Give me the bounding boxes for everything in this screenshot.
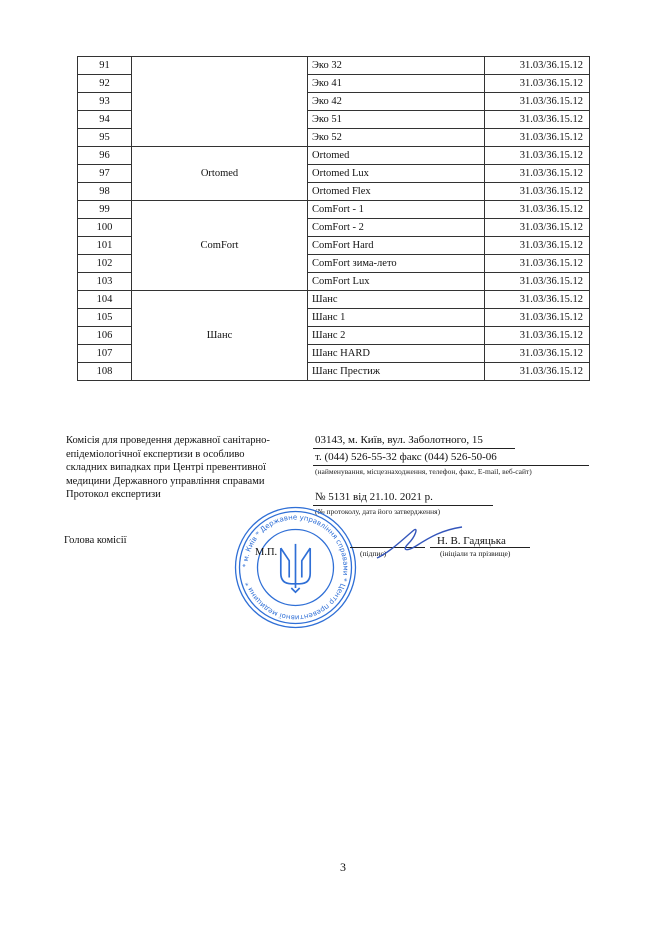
row-number-cell: 92 (78, 75, 132, 93)
protocol-caption: (№ протоколу, дата його затвердження) (315, 507, 441, 516)
product-name-cell: Ortomed Flex (308, 183, 485, 201)
phone-underline (313, 465, 589, 466)
classification-code-cell: 31.03/36.15.12 (485, 219, 590, 237)
brand-cell: Ortomed (132, 147, 308, 201)
classification-code-cell: 31.03/36.15.12 (485, 363, 590, 381)
product-name-cell: Шанс Престиж (308, 363, 485, 381)
product-name-cell: Ortomed (308, 147, 485, 165)
commission-line: складних випадках при Центрі превентивної (66, 462, 266, 474)
product-name-cell: ComFort - 2 (308, 219, 485, 237)
product-name-cell: Эко 41 (308, 75, 485, 93)
classification-code-cell: 31.03/36.15.12 (485, 237, 590, 255)
row-number-cell: 103 (78, 273, 132, 291)
product-name-cell: Эко 42 (308, 93, 485, 111)
table-row (78, 147, 590, 165)
table-row (78, 57, 590, 75)
classification-code-cell: 31.03/36.15.12 (485, 93, 590, 111)
product-name-cell: Эко 52 (308, 129, 485, 147)
row-number-cell: 97 (78, 165, 132, 183)
phone-line: т. (044) 526-55-32 факс (044) 526-50-06 (315, 451, 497, 463)
classification-code-cell: 31.03/36.15.12 (485, 111, 590, 129)
row-number-cell: 100 (78, 219, 132, 237)
row-number-cell: 94 (78, 111, 132, 129)
stamp-lettering: * м. Київ * Державне управління справами * Центр превентивної медицини * (241, 513, 350, 622)
row-number-cell: 98 (78, 183, 132, 201)
address-line: 03143, м. Київ, вул. Заболотного, 15 (315, 434, 483, 446)
signature-caption: (підпис) (360, 549, 387, 558)
commission-line: Протокол експертизи (66, 489, 161, 501)
product-name-cell: Шанс HARD (308, 345, 485, 363)
classification-code-cell: 31.03/36.15.12 (485, 327, 590, 345)
classification-code-cell: 31.03/36.15.12 (485, 309, 590, 327)
row-number-cell: 102 (78, 255, 132, 273)
protocol-line: № 5131 від 21.10. 2021 р. (315, 491, 433, 503)
head-of-commission-label: Голова комісії (64, 535, 127, 546)
classification-code-cell: 31.03/36.15.12 (485, 201, 590, 219)
product-name-cell: Ortomed Lux (308, 165, 485, 183)
row-number-cell: 106 (78, 327, 132, 345)
table-row (78, 201, 590, 219)
commission-line: Комісія для проведення державної санітарно- (66, 435, 270, 446)
product-name-cell: Шанс (308, 291, 485, 309)
row-number-cell: 107 (78, 345, 132, 363)
classification-code-cell: 31.03/36.15.12 (485, 75, 590, 93)
row-number-cell: 108 (78, 363, 132, 381)
row-number-cell: 101 (78, 237, 132, 255)
signer-name: Н. В. Гадяцька (437, 535, 506, 547)
address-caption: (найменування, місцезнаходження, телефон, факс, E-mail, веб-сайт) (315, 467, 532, 476)
trident-emblem (281, 544, 310, 592)
product-name-cell: Шанс 2 (308, 327, 485, 345)
brand-cell: Шанс (132, 291, 308, 381)
products-table (77, 56, 590, 381)
brand-cell: ComFort (132, 201, 308, 291)
product-name-cell: Эко 32 (308, 57, 485, 75)
address-underline (313, 448, 515, 449)
classification-code-cell: 31.03/36.15.12 (485, 183, 590, 201)
commission-block (66, 434, 311, 502)
seal-placement-label: М.П. (255, 547, 278, 558)
row-number-cell: 93 (78, 93, 132, 111)
commission-line: епідеміологічної експертизи в особливо (66, 448, 245, 460)
classification-code-cell: 31.03/36.15.12 (485, 345, 590, 363)
commission-line: медицини Державного управління справами (66, 475, 265, 487)
classification-code-cell: 31.03/36.15.12 (485, 147, 590, 165)
row-number-cell: 105 (78, 309, 132, 327)
signer-caption: (ініціали та прізвище) (440, 549, 511, 558)
table-row (78, 291, 590, 309)
row-number-cell: 99 (78, 201, 132, 219)
classification-code-cell: 31.03/36.15.12 (485, 273, 590, 291)
signer-underline (430, 547, 530, 548)
product-name-cell: ComFort зима-лето (308, 255, 485, 273)
product-name-cell: ComFort - 1 (308, 201, 485, 219)
product-name-cell: ComFort Lux (308, 273, 485, 291)
page-number: 3 (340, 860, 346, 874)
classification-code-cell: 31.03/36.15.12 (485, 255, 590, 273)
classification-code-cell: 31.03/36.15.12 (485, 57, 590, 75)
brand-cell (132, 57, 308, 147)
product-name-cell: ComFort Hard (308, 237, 485, 255)
row-number-cell: 91 (78, 57, 132, 75)
classification-code-cell: 31.03/36.15.12 (485, 165, 590, 183)
row-number-cell: 95 (78, 129, 132, 147)
row-number-cell: 96 (78, 147, 132, 165)
product-name-cell: Шанс 1 (308, 309, 485, 327)
classification-code-cell: 31.03/36.15.12 (485, 129, 590, 147)
row-number-cell: 104 (78, 291, 132, 309)
product-name-cell: Эко 51 (308, 111, 485, 129)
classification-code-cell: 31.03/36.15.12 (485, 291, 590, 309)
official-stamp (233, 505, 358, 630)
